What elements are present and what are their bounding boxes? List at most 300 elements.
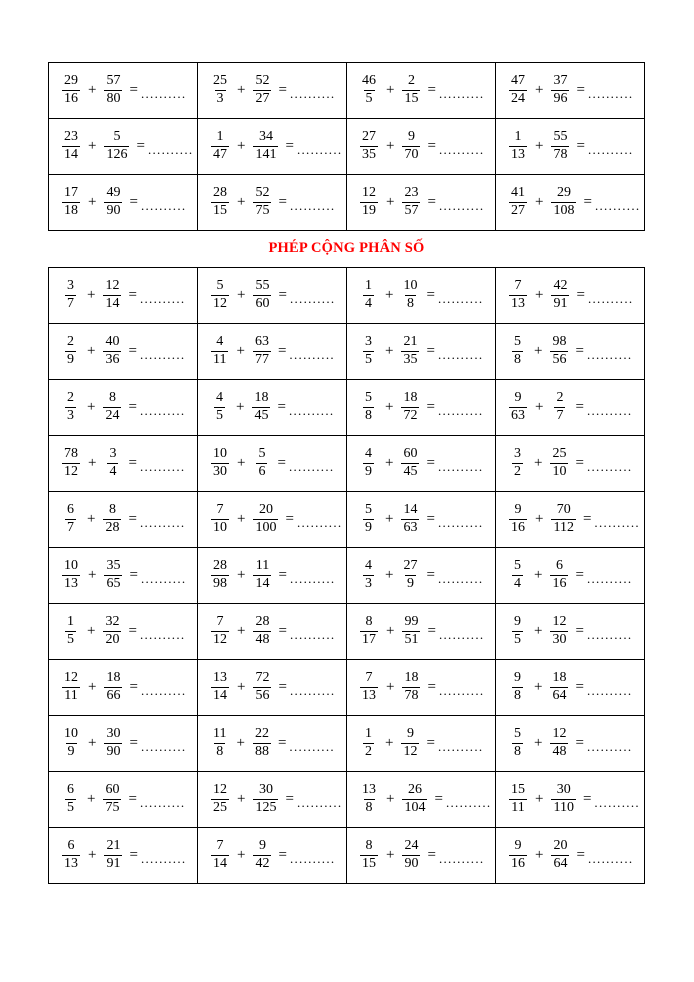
fraction-numerator-right: 9 — [406, 726, 414, 742]
plus-operator: + — [236, 399, 245, 415]
fraction-numerator-left: 13 — [213, 670, 227, 686]
fraction-expression — [508, 447, 644, 479]
fraction-denominator-left: 8 — [514, 744, 521, 759]
answer-blank[interactable]: .......... — [587, 851, 634, 866]
answer-blank[interactable]: .......... — [437, 515, 484, 530]
answer-blank[interactable]: .......... — [438, 851, 485, 866]
fraction-denominator-right: 88 — [254, 744, 269, 759]
answer-blank[interactable]: .......... — [139, 291, 186, 306]
fraction — [401, 447, 419, 479]
plus-operator: + — [236, 735, 245, 751]
exercise-cell[interactable] — [496, 175, 645, 231]
fraction-numerator-left: 7 — [365, 670, 373, 686]
fraction — [103, 391, 121, 423]
fraction — [253, 503, 278, 535]
plus-operator: + — [535, 82, 544, 98]
exercise-cell[interactable] — [347, 175, 496, 231]
fraction-numerator-left: 7 — [514, 278, 522, 294]
fraction-expression — [61, 615, 197, 647]
answer-blank[interactable]: .......... — [437, 571, 484, 586]
fraction-denominator-left: 15 — [362, 856, 376, 871]
exercise-cell[interactable] — [347, 380, 496, 436]
fraction-denominator-left: 9 — [365, 520, 372, 535]
fraction-denominator-left: 8 — [365, 408, 372, 423]
exercise-cell[interactable] — [496, 716, 645, 772]
exercise-cell[interactable] — [49, 772, 198, 828]
fraction-expression — [61, 727, 197, 759]
exercise-cell[interactable] — [496, 828, 645, 884]
fraction-expression — [508, 130, 644, 162]
exercise-cell[interactable] — [347, 436, 496, 492]
fraction-denominator-left: 8 — [216, 744, 224, 759]
exercise-cell[interactable] — [347, 828, 496, 884]
fraction — [211, 727, 228, 759]
answer-blank[interactable]: .......... — [437, 403, 484, 418]
fraction-expression — [359, 391, 495, 423]
fraction-numerator-right: 30 — [556, 782, 571, 798]
fraction-numerator-right: 52 — [255, 185, 270, 201]
fraction — [211, 671, 229, 703]
exercise-cell[interactable] — [347, 119, 496, 175]
fraction — [550, 335, 568, 367]
exercise-cell[interactable] — [198, 716, 347, 772]
exercise-cell[interactable] — [198, 324, 347, 380]
plus-operator: + — [87, 511, 96, 527]
fraction-numerator-left: 5 — [365, 502, 372, 518]
answer-blank[interactable]: .......... — [445, 795, 492, 810]
plus-operator: + — [535, 287, 544, 303]
exercise-cell[interactable] — [198, 604, 347, 660]
answer-blank[interactable]: .......... — [140, 739, 187, 754]
fraction-denominator-left: 2 — [514, 464, 521, 479]
fraction — [509, 783, 527, 815]
answer-blank[interactable]: .......... — [140, 571, 187, 586]
exercise-cell[interactable] — [496, 119, 645, 175]
fraction-numerator-right: 27 — [403, 558, 418, 574]
exercise-cell[interactable] — [49, 548, 198, 604]
exercise-cell[interactable] — [198, 828, 347, 884]
equals-sign: = — [129, 679, 138, 695]
fraction-denominator-right: 104 — [404, 800, 426, 815]
answer-blank[interactable]: .......... — [594, 795, 640, 810]
exercise-cell[interactable] — [496, 268, 645, 324]
table-row — [49, 63, 645, 119]
fraction-denominator-left: 9 — [365, 464, 372, 479]
fraction-numerator-right: 99 — [404, 614, 419, 630]
exercise-cell[interactable] — [496, 548, 645, 604]
exercise-cell[interactable] — [198, 548, 347, 604]
answer-blank[interactable]: .......... — [289, 739, 335, 754]
answer-blank[interactable]: .......... — [289, 291, 336, 306]
fraction-denominator-left: 11 — [511, 800, 525, 815]
answer-blank[interactable]: .......... — [288, 459, 335, 474]
fraction-denominator-right: 35 — [403, 352, 418, 367]
fraction-expression — [359, 503, 495, 535]
fraction-numerator-left: 29 — [64, 73, 78, 89]
exercise-cell[interactable] — [347, 492, 496, 548]
answer-blank[interactable]: .......... — [594, 198, 641, 213]
answer-blank[interactable]: .......... — [289, 571, 336, 586]
fraction-expression — [210, 130, 346, 162]
plus-operator: + — [88, 735, 97, 751]
fraction-numerator-left: 3 — [514, 446, 521, 462]
answer-blank[interactable]: .......... — [437, 739, 484, 754]
fraction — [253, 335, 271, 367]
answer-blank[interactable]: .......... — [587, 142, 634, 157]
fraction-denominator-left: 4 — [514, 576, 521, 591]
fraction-denominator-left: 13 — [511, 296, 525, 311]
exercise-cell[interactable] — [496, 63, 645, 119]
plus-operator: + — [237, 679, 246, 695]
exercise-cell[interactable] — [198, 268, 347, 324]
exercise-cell[interactable] — [496, 492, 645, 548]
exercise-cell[interactable] — [198, 380, 347, 436]
answer-blank[interactable]: .......... — [139, 627, 186, 642]
plus-operator: + — [87, 623, 96, 639]
fraction-numerator-left: 10 — [213, 446, 227, 462]
exercise-cell[interactable] — [496, 604, 645, 660]
fraction-denominator-right: 45 — [403, 464, 418, 479]
fraction-numerator-left: 28 — [213, 185, 227, 201]
fraction-expression — [61, 783, 197, 815]
answer-blank[interactable]: .......... — [289, 627, 336, 642]
exercise-cell[interactable] — [49, 324, 198, 380]
answer-blank[interactable]: .......... — [586, 683, 633, 698]
exercise-cell[interactable] — [347, 63, 496, 119]
answer-blank[interactable]: .......... — [296, 142, 343, 157]
exercise-cell[interactable] — [198, 63, 347, 119]
fraction-denominator-left: 15 — [213, 203, 227, 218]
answer-blank[interactable]: .......... — [438, 86, 485, 101]
exercise-cell[interactable] — [496, 772, 645, 828]
table-top-body — [49, 63, 645, 231]
exercise-cell[interactable] — [49, 660, 198, 716]
fraction-numerator-right: 9 — [258, 838, 266, 854]
fraction — [253, 130, 278, 162]
plus-operator: + — [88, 847, 97, 863]
plus-operator: + — [385, 343, 394, 359]
fraction — [509, 74, 527, 106]
fraction — [360, 447, 377, 479]
fraction — [402, 615, 420, 647]
fraction — [253, 783, 278, 815]
fraction-denominator-right: 78 — [404, 688, 419, 703]
fraction — [103, 279, 121, 311]
fraction-denominator-right: 77 — [254, 352, 269, 367]
plus-operator: + — [534, 623, 543, 639]
fraction — [103, 615, 121, 647]
fraction-denominator-right: 56 — [255, 688, 270, 703]
fraction-numerator-left: 6 — [67, 838, 75, 854]
fraction-expression — [210, 74, 346, 106]
answer-blank[interactable]: .......... — [586, 627, 633, 642]
answer-blank[interactable]: .......... — [296, 515, 343, 530]
fraction-denominator-right: 126 — [106, 147, 128, 162]
plus-operator: + — [88, 194, 97, 210]
equals-sign: = — [277, 343, 287, 359]
fraction-numerator-left: 8 — [365, 614, 373, 630]
answer-blank[interactable]: .......... — [296, 795, 343, 810]
answer-blank[interactable]: .......... — [289, 347, 335, 362]
fraction-denominator-right: 45 — [254, 408, 269, 423]
answer-blank[interactable]: .......... — [139, 347, 186, 362]
fraction-numerator-left: 1 — [514, 129, 522, 145]
fraction-numerator-right: 98 — [552, 334, 567, 350]
fraction — [401, 279, 419, 311]
fraction-numerator-right: 60 — [403, 446, 418, 462]
exercise-table-bottom — [48, 267, 645, 884]
fraction — [509, 503, 527, 535]
fraction-numerator-left: 15 — [511, 782, 525, 798]
fraction — [360, 74, 378, 106]
fraction-expression — [61, 391, 197, 423]
answer-blank[interactable]: .......... — [140, 683, 187, 698]
fraction-denominator-left: 5 — [514, 632, 521, 647]
fraction — [402, 74, 420, 106]
fraction-numerator-left: 12 — [64, 670, 78, 686]
fraction-denominator-right: 90 — [106, 744, 121, 759]
fraction-numerator-right: 6 — [555, 558, 563, 574]
fraction-numerator-right: 2 — [556, 390, 564, 406]
exercise-cell[interactable] — [347, 324, 496, 380]
equals-sign: = — [278, 287, 287, 303]
fraction-numerator-left: 27 — [362, 129, 376, 145]
exercise-cell[interactable] — [347, 660, 496, 716]
fraction-expression — [508, 335, 644, 367]
exercise-cell[interactable] — [49, 828, 198, 884]
exercise-cell[interactable] — [49, 492, 198, 548]
fraction — [62, 279, 79, 311]
exercise-cell[interactable] — [198, 492, 347, 548]
plus-operator: + — [236, 343, 245, 359]
fraction — [551, 783, 575, 815]
fraction-numerator-right: 25 — [552, 446, 567, 462]
fraction-numerator-right: 30 — [258, 782, 273, 798]
exercise-cell[interactable] — [347, 268, 496, 324]
answer-blank[interactable]: .......... — [289, 851, 336, 866]
fraction — [509, 615, 526, 647]
fraction — [360, 186, 378, 218]
exercise-cell[interactable] — [49, 175, 198, 231]
fraction-numerator-right: 14 — [403, 502, 418, 518]
answer-blank[interactable]: .......... — [140, 198, 187, 213]
fraction-numerator-left: 5 — [514, 334, 521, 350]
answer-blank[interactable]: .......... — [586, 459, 633, 474]
answer-blank[interactable]: .......... — [437, 291, 484, 306]
fraction — [551, 503, 575, 535]
fraction-denominator-right: 14 — [105, 296, 120, 311]
fraction-numerator-left: 7 — [216, 838, 224, 854]
answer-blank[interactable]: .......... — [438, 683, 485, 698]
table-bottom-body — [49, 268, 645, 884]
exercise-cell[interactable] — [496, 436, 645, 492]
exercise-cell[interactable] — [496, 324, 645, 380]
answer-blank[interactable]: .......... — [594, 515, 640, 530]
answer-blank[interactable]: .......... — [288, 403, 335, 418]
plus-operator: + — [385, 455, 394, 471]
fraction-numerator-left: 47 — [511, 73, 525, 89]
fraction-expression — [210, 447, 346, 479]
answer-blank[interactable]: .......... — [586, 739, 633, 754]
fraction — [401, 727, 419, 759]
plus-operator: + — [386, 82, 395, 98]
fraction-denominator-left: 13 — [64, 856, 78, 871]
fraction-denominator-left: 5 — [67, 632, 74, 647]
exercise-cell[interactable] — [198, 772, 347, 828]
fraction — [509, 559, 526, 591]
plus-operator: + — [237, 138, 246, 154]
fraction-denominator-right: 80 — [106, 91, 121, 106]
exercise-cell[interactable] — [198, 119, 347, 175]
fraction-denominator-left: 16 — [511, 520, 525, 535]
fraction-denominator-right: 48 — [255, 632, 270, 647]
fraction-denominator-right: 66 — [106, 688, 121, 703]
plus-operator: + — [237, 455, 246, 471]
fraction — [62, 391, 79, 423]
plus-operator: + — [237, 847, 246, 863]
fraction — [211, 279, 229, 311]
answer-blank[interactable]: .......... — [140, 86, 187, 101]
fraction-denominator-left: 12 — [64, 464, 78, 479]
fraction — [62, 130, 80, 162]
fraction — [104, 130, 129, 162]
answer-blank[interactable]: .......... — [289, 683, 336, 698]
fraction-denominator-right: 16 — [552, 576, 567, 591]
exercise-cell[interactable] — [198, 175, 347, 231]
exercise-cell[interactable] — [496, 660, 645, 716]
fraction-numerator-left: 1 — [67, 614, 74, 630]
plus-operator: + — [535, 399, 544, 415]
fraction-denominator-left: 4 — [365, 296, 372, 311]
fraction-denominator-right: 70 — [404, 147, 419, 162]
answer-blank[interactable]: .......... — [438, 627, 485, 642]
fraction-numerator-right: 2 — [407, 73, 415, 89]
fraction-denominator-right: 96 — [553, 91, 568, 106]
fraction-numerator-right: 34 — [258, 129, 273, 145]
fraction — [402, 783, 427, 815]
fraction — [62, 503, 79, 535]
fraction-expression — [359, 447, 495, 479]
exercise-cell[interactable] — [347, 604, 496, 660]
fraction — [509, 335, 526, 367]
equals-sign: = — [426, 455, 435, 471]
fraction-numerator-right: 26 — [407, 782, 422, 798]
answer-blank[interactable]: .......... — [438, 142, 485, 157]
answer-blank[interactable]: .......... — [438, 198, 485, 213]
fraction-denominator-right: 63 — [403, 520, 418, 535]
fraction-denominator-left: 63 — [511, 408, 525, 423]
fraction-numerator-right: 55 — [553, 129, 568, 145]
fraction-denominator-right: 30 — [552, 632, 567, 647]
fraction — [360, 391, 377, 423]
exercise-cell[interactable] — [49, 119, 198, 175]
fraction-numerator-left: 5 — [365, 390, 372, 406]
fraction-expression — [508, 727, 644, 759]
exercise-cell[interactable] — [347, 772, 496, 828]
fraction-numerator-right: 5 — [258, 446, 266, 462]
fraction — [360, 783, 378, 815]
answer-blank[interactable]: .......... — [437, 459, 484, 474]
fraction-expression — [210, 671, 346, 703]
fraction-denominator-left: 7 — [67, 520, 74, 535]
exercise-cell[interactable] — [49, 604, 198, 660]
fraction-expression — [210, 503, 346, 535]
plus-operator: + — [87, 791, 96, 807]
plus-operator: + — [385, 287, 394, 303]
answer-blank[interactable]: .......... — [289, 198, 336, 213]
exercise-cell[interactable] — [347, 548, 496, 604]
plus-operator: + — [534, 343, 543, 359]
fraction — [551, 839, 569, 871]
fraction-denominator-right: 6 — [258, 464, 266, 479]
exercise-cell[interactable] — [49, 63, 198, 119]
answer-blank[interactable]: .......... — [139, 515, 186, 530]
fraction-numerator-left: 4 — [365, 558, 372, 574]
fraction-expression — [210, 279, 346, 311]
fraction-numerator-right: 8 — [108, 502, 116, 518]
exercise-cell[interactable] — [49, 716, 198, 772]
equals-sign: = — [285, 511, 294, 527]
answer-blank[interactable]: .......... — [147, 142, 194, 157]
table-row — [49, 268, 645, 324]
fraction-denominator-left: 12 — [213, 296, 227, 311]
answer-blank[interactable]: .......... — [586, 571, 633, 586]
plus-operator: + — [88, 455, 97, 471]
fraction-denominator-left: 13 — [64, 576, 78, 591]
plus-operator: + — [534, 567, 543, 583]
fraction-numerator-right: 24 — [404, 838, 419, 854]
answer-blank[interactable]: .......... — [139, 459, 186, 474]
equals-sign: = — [426, 511, 435, 527]
answer-blank[interactable]: .......... — [139, 403, 186, 418]
fraction — [509, 727, 526, 759]
exercise-cell[interactable] — [49, 436, 198, 492]
fraction-denominator-left: 30 — [213, 464, 227, 479]
exercise-cell[interactable] — [198, 436, 347, 492]
plus-operator: + — [385, 511, 394, 527]
fraction — [253, 727, 271, 759]
fraction-expression — [359, 130, 495, 162]
equals-sign: = — [285, 138, 294, 154]
fraction-denominator-left: 24 — [511, 91, 525, 106]
fraction-numerator-left: 8 — [365, 838, 373, 854]
fraction-denominator-left: 3 — [67, 408, 74, 423]
equals-sign: = — [128, 343, 137, 359]
exercise-cell[interactable] — [347, 716, 496, 772]
equals-sign: = — [278, 567, 287, 583]
answer-blank[interactable]: .......... — [289, 86, 336, 101]
answer-blank[interactable]: .......... — [139, 795, 186, 810]
answer-blank[interactable]: .......... — [437, 347, 484, 362]
exercise-cell[interactable] — [496, 380, 645, 436]
answer-blank[interactable]: .......... — [586, 347, 633, 362]
table-row — [49, 772, 645, 828]
answer-blank[interactable]: .......... — [587, 291, 634, 306]
fraction-numerator-left: 41 — [511, 185, 525, 201]
fraction-numerator-right: 40 — [105, 334, 120, 350]
fraction-denominator-left: 17 — [362, 632, 376, 647]
equals-sign: = — [576, 138, 585, 154]
plus-operator: + — [385, 399, 394, 415]
answer-blank[interactable]: .......... — [586, 403, 633, 418]
exercise-cell[interactable] — [49, 268, 198, 324]
table-row — [49, 828, 645, 884]
fraction-expression — [61, 279, 197, 311]
exercise-cell[interactable] — [49, 380, 198, 436]
exercise-cell[interactable] — [198, 660, 347, 716]
answer-blank[interactable]: .......... — [140, 851, 187, 866]
answer-blank[interactable]: .......... — [587, 86, 634, 101]
